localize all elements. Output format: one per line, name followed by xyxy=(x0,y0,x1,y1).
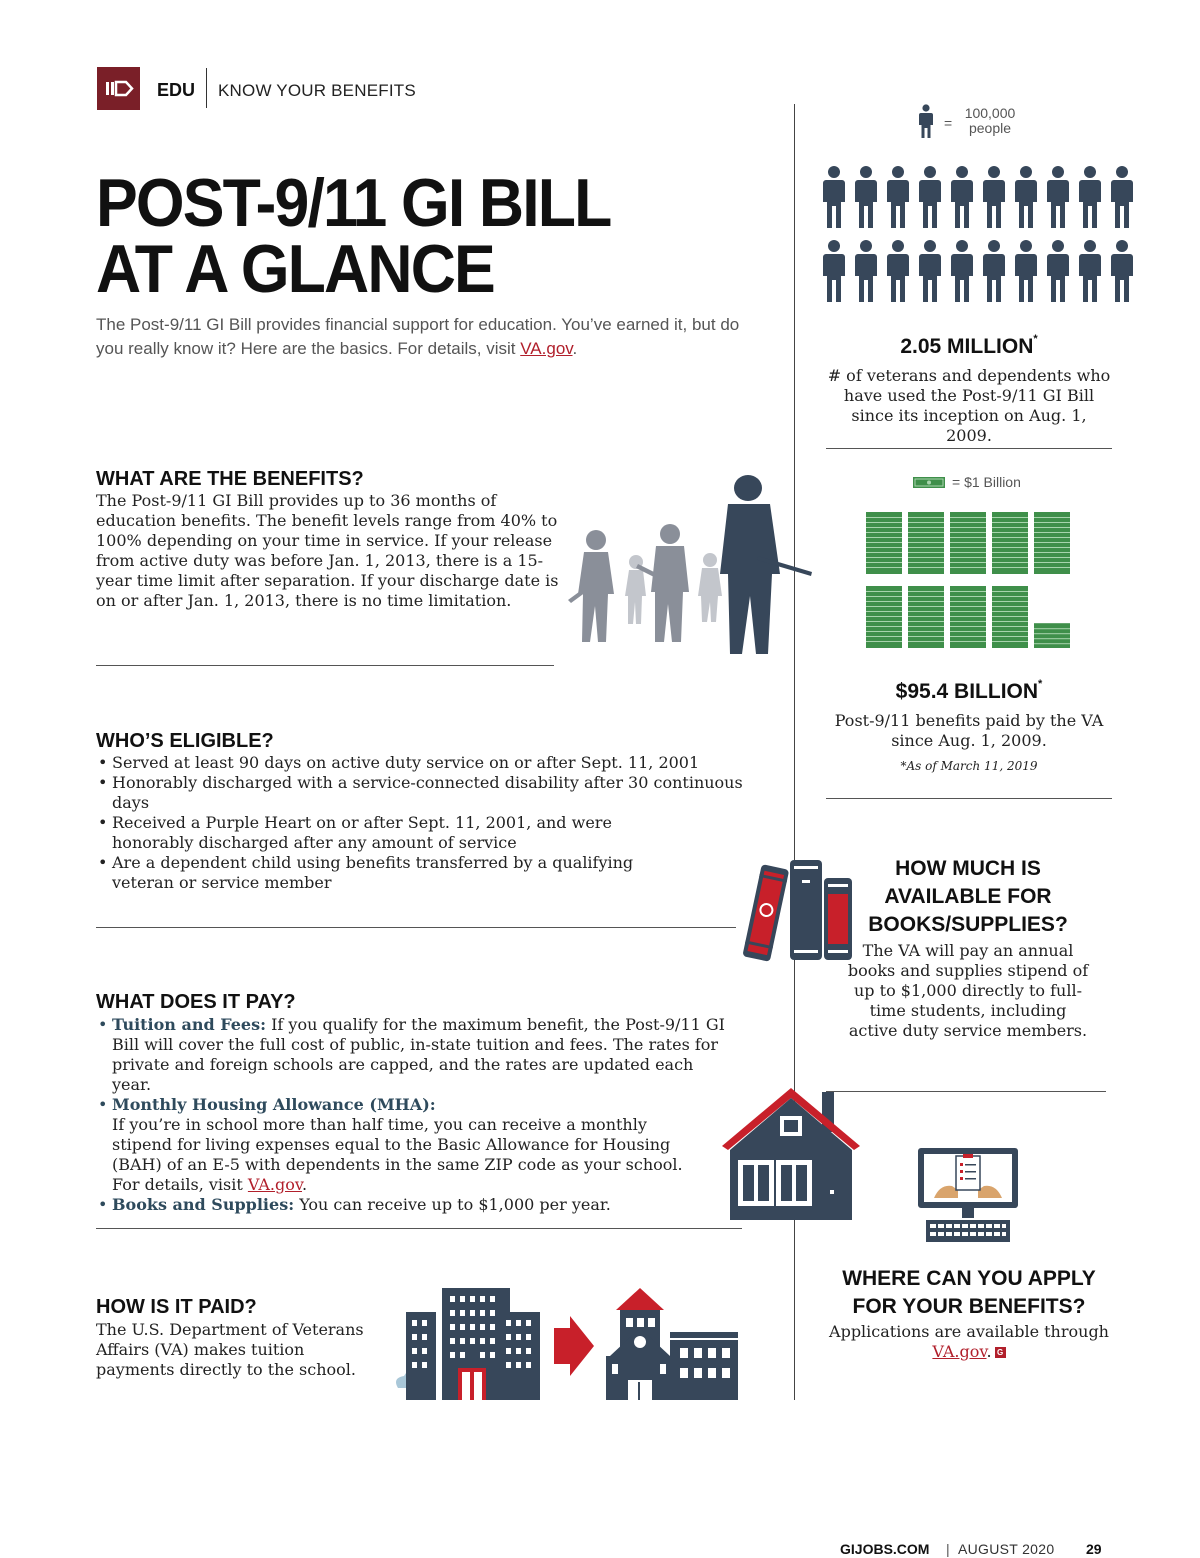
person-icon xyxy=(951,240,973,302)
veterans-count-value xyxy=(826,335,1112,359)
people-grid xyxy=(822,166,1142,302)
asterisk: * xyxy=(1038,678,1043,690)
benefits-heading: WHAT ARE THE BENEFITS? xyxy=(96,468,364,490)
eligible-heading: WHO’S ELIGIBLE? xyxy=(96,730,274,752)
books-body: The VA will pay an annual books and supplies stipend of up to $1,000 directly to full-time students, including active duty service members. xyxy=(847,941,1089,1040)
books-heading xyxy=(852,855,1084,939)
apply-va-link[interactable]: VA.gov xyxy=(932,1342,987,1361)
section-divider xyxy=(826,798,1112,799)
person-icon xyxy=(855,240,877,302)
people-legend-equals: = xyxy=(944,115,953,131)
person-icon xyxy=(1015,240,1037,302)
person-icon xyxy=(855,166,877,228)
money-stack-icon xyxy=(866,586,902,648)
person-icon xyxy=(983,166,1005,228)
magazine-logo xyxy=(97,67,140,110)
pay-text-housing: If you’re in school more than half time, you can receive a monthly stipend for living expenses equal to the Basic Allowance for Housing (BAH) of an E-5 with dependents in the same ZIP code as your school. For details, visit xyxy=(112,1115,683,1194)
end-mark-icon: G xyxy=(995,1347,1006,1358)
list-item: • Honorably discharged with a service-connected disability after 30 continuous days xyxy=(96,773,776,813)
list-item: • Served at least 90 days on active duty service on or after Sept. 11, 2001 xyxy=(96,753,776,773)
person-icon xyxy=(919,166,941,228)
list-item: • Received a Purple Heart on or after Sept. 11, 2001, and were honorably discharged after any amount of service xyxy=(96,813,666,853)
person-icon xyxy=(1047,240,1069,302)
apply-heading-line: FOR YOUR BENEFITS? xyxy=(852,1295,1086,1318)
money-stack-icon xyxy=(866,512,902,574)
money-stack-icon xyxy=(1034,512,1070,574)
apply-heading-line: WHERE CAN YOU APPLY xyxy=(842,1267,1096,1290)
intro-end: . xyxy=(572,339,578,358)
section-divider xyxy=(96,665,554,666)
person-icon xyxy=(919,240,941,302)
money-stack-icon xyxy=(950,586,986,648)
money-stack-icon xyxy=(992,512,1028,574)
money-stack-icon xyxy=(908,586,944,648)
section-divider xyxy=(826,448,1112,449)
intro-paragraph xyxy=(96,313,746,361)
footer-date: AUGUST 2020 xyxy=(958,1541,1055,1557)
person-icon xyxy=(1079,166,1101,228)
paid-body: The U.S. Department of Veterans Affairs (VA) makes tuition payments directly to the school. xyxy=(96,1320,364,1379)
person-icon xyxy=(983,240,1005,302)
housing-va-link[interactable]: VA.gov xyxy=(247,1175,303,1194)
people-legend-value xyxy=(964,106,1016,136)
pay-text-tuition: If you qualify for the maximum benefit, the Post-9/11 GI Bill will cover the full cost of public, in-state tuition and fees. The rates for private and foreign schools are capped, and the rates are updated each year. xyxy=(112,1015,725,1094)
header-divider xyxy=(206,68,207,108)
footer-separator: | xyxy=(946,1541,950,1557)
money-stack-icon xyxy=(992,586,1028,648)
books-heading-line: BOOKS/SUPPLIES? xyxy=(868,913,1068,936)
person-icon xyxy=(1079,240,1101,302)
people-legend-unit: people xyxy=(968,120,1012,136)
people-legend-number: 100,000 xyxy=(964,105,1016,121)
section-label: EDU xyxy=(157,80,196,100)
pay-heading: WHAT DOES IT PAY? xyxy=(96,991,296,1013)
page-number: 29 xyxy=(1086,1541,1102,1557)
pay-key-books: Books and Supplies: xyxy=(112,1195,295,1214)
veterans-count-description: # of veterans and dependents who have used the Post-9/11 GI Bill since its inception on Aug. 1, 2009. xyxy=(827,366,1111,445)
stats-date-note: *As of March 11, 2019 xyxy=(900,759,1038,773)
money-stack-icon xyxy=(950,512,986,574)
benefits-paid-description: Post-9/11 benefits paid by the VA since Aug. 1, 2009. xyxy=(834,711,1104,750)
house-icon xyxy=(718,1084,864,1220)
benefits-paid: $95.4 BILLION xyxy=(895,680,1039,703)
intro-va-link[interactable]: VA.gov xyxy=(520,339,573,358)
va-to-school-icon xyxy=(394,1284,744,1404)
intro-text: The Post-9/11 GI Bill provides financial support for education. You’ve earned it, but do you really know it? Here are the basics. For details, visit xyxy=(96,315,740,358)
apply-text: Applications are available through xyxy=(829,1322,1109,1341)
money-legend-icon xyxy=(913,477,945,488)
books-heading-line: AVAILABLE FOR xyxy=(884,885,1052,908)
pay-item-housing xyxy=(96,1095,708,1195)
soldiers-silhouette-icon xyxy=(558,472,814,672)
books-icon xyxy=(734,858,858,964)
person-icon xyxy=(823,240,845,302)
pay-item-books xyxy=(96,1195,736,1215)
asterisk: * xyxy=(1033,333,1038,345)
pay-list xyxy=(96,1015,736,1215)
person-icon xyxy=(1047,166,1069,228)
paid-heading: HOW IS IT PAID? xyxy=(96,1296,257,1318)
list-item: • Are a dependent child using benefits transferred by a qualifying veteran or service member xyxy=(96,853,666,893)
section-divider xyxy=(96,1228,742,1229)
person-icon xyxy=(887,166,909,228)
person-icon xyxy=(1111,240,1133,302)
veterans-count: 2.05 MILLION xyxy=(900,335,1034,358)
person-legend-icon xyxy=(919,104,933,138)
pay-item-tuition xyxy=(96,1015,726,1095)
books-heading-line: HOW MUCH IS xyxy=(895,857,1041,880)
section-divider xyxy=(826,1091,1106,1092)
person-icon xyxy=(1015,166,1037,228)
apply-body xyxy=(826,1322,1112,1362)
money-stack-icon xyxy=(1034,623,1070,648)
money-stack-icon xyxy=(908,512,944,574)
benefits-paid-value xyxy=(826,680,1112,704)
title-line-2: AT A GLANCE xyxy=(96,231,494,307)
housing-end: . xyxy=(302,1175,308,1194)
apply-end: . xyxy=(986,1342,992,1361)
logo-mark-icon xyxy=(97,67,140,110)
pay-key-tuition: Tuition and Fees: xyxy=(112,1015,267,1034)
eligible-list xyxy=(96,753,776,893)
pay-text-books: You can receive up to $1,000 per year. xyxy=(294,1195,611,1214)
benefits-body: The Post-9/11 GI Bill provides up to 36 months of education benefits. The benefit levels range from 40% to 100% depending on your time in service. If your release from active duty was before Jan. 1, 2013, there is a 15-year time limit after separation. If your discharge date is on or after Jan. 1, 2013, there is no time limitation. xyxy=(96,491,559,610)
person-icon xyxy=(1111,166,1133,228)
money-grid xyxy=(866,510,1076,650)
computer-application-icon xyxy=(916,1146,1020,1246)
person-icon xyxy=(887,240,909,302)
footer-site: GIJOBS.COM xyxy=(840,1541,930,1557)
apply-heading xyxy=(826,1265,1112,1321)
person-icon xyxy=(951,166,973,228)
page-title xyxy=(96,165,685,307)
section-divider xyxy=(96,927,736,928)
money-legend-label: = $1 Billion xyxy=(952,474,1021,490)
subsection-label: KNOW YOUR BENEFITS xyxy=(218,81,416,100)
person-icon xyxy=(823,166,845,228)
title-line-1: POST-9/11 GI BILL xyxy=(96,165,611,241)
pay-key-housing: Monthly Housing Allowance (MHA): xyxy=(112,1095,436,1114)
